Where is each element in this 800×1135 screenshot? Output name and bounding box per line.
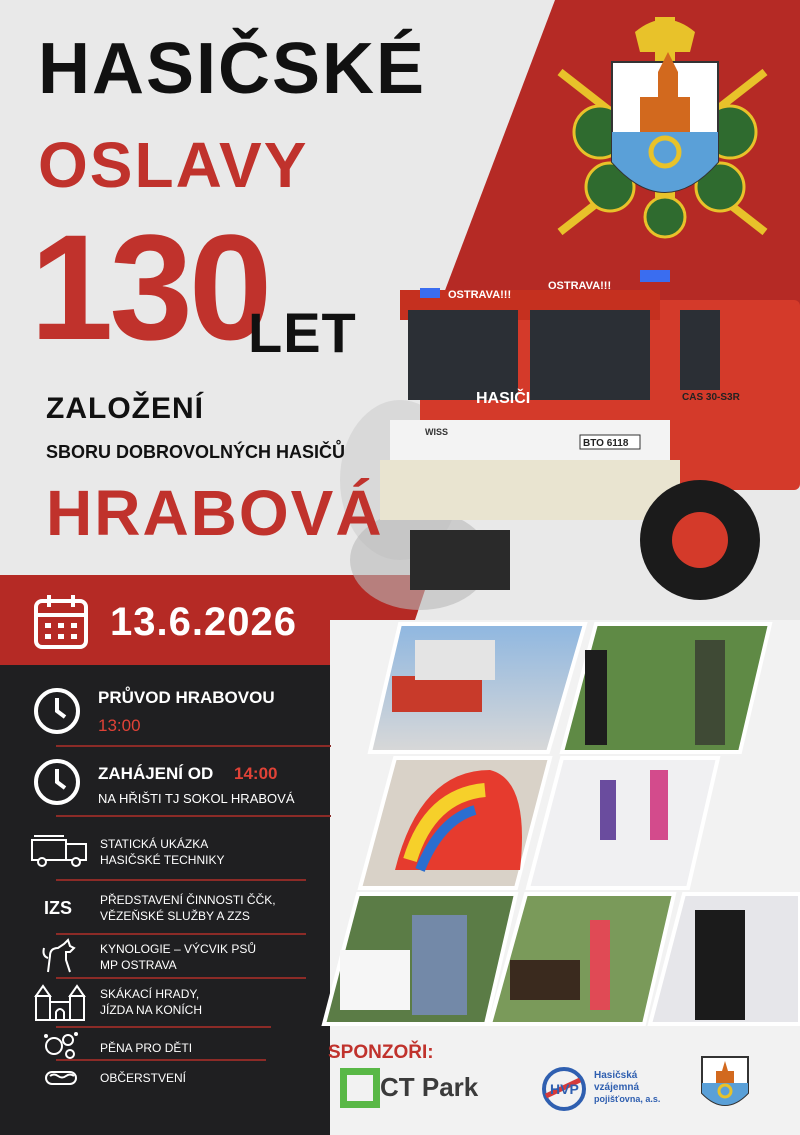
divider	[56, 745, 331, 747]
title-130: 130	[30, 203, 269, 371]
title-zalozeni: ZALOŽENÍ	[46, 392, 204, 425]
izs-icon: IZS	[44, 898, 73, 918]
calendar-icon	[32, 593, 90, 651]
clock-icon	[32, 686, 82, 736]
photo-collage	[300, 620, 800, 1030]
svg-text:HVP: HVP	[550, 1081, 579, 1097]
activity-3-line2: MP OSTRAVA	[100, 958, 177, 972]
activity-4-line2: JÍZDA NA KONÍCH	[100, 1003, 203, 1017]
title-let: LET	[248, 301, 357, 364]
schedule-1-title: PRŮVOD HRABOVOU	[98, 688, 275, 707]
foam-icon	[40, 1030, 80, 1062]
hvp-logo	[540, 1062, 665, 1118]
fire-truck-icon	[30, 832, 90, 868]
event-date: 13.6.2026	[110, 600, 297, 644]
title-hasicske: HASIČSKÉ	[38, 29, 427, 109]
hvp-line2: vzájemná	[594, 1082, 640, 1093]
truck-model: CAS 30-S3R	[682, 392, 740, 403]
castle-icon	[32, 982, 88, 1022]
divider	[56, 1026, 271, 1028]
truck-sign-left: OSTRAVA!!!	[448, 289, 512, 301]
activity-5-line1: PĚNA PRO DĚTI	[100, 1041, 193, 1055]
title-sbor: SBORU DOBROVOLNÝCH HASIČŮ	[46, 442, 346, 462]
activity-6-line1: OBČERSTVENÍ	[100, 1071, 187, 1085]
title-hrabova: HRABOVÁ	[46, 477, 384, 549]
truck-plate: BTO 6118	[583, 438, 629, 449]
divider	[56, 1059, 266, 1061]
activity-1-line2: HASIČSKÉ TECHNIKY	[100, 853, 225, 867]
divider	[56, 879, 306, 881]
activity-2-line1: PŘEDSTAVENÍ ČINNOSTI ČČK,	[100, 893, 276, 907]
truck-brand: WISS	[425, 427, 449, 437]
clock-icon	[32, 757, 82, 807]
dog-icon	[40, 938, 80, 974]
title-oslavy: OSLAVY	[38, 129, 309, 201]
schedule-1-time: 13:00	[98, 716, 141, 735]
truck-sign-right: OSTRAVA!!!	[548, 280, 612, 292]
activity-4-line1: SKÁKACÍ HRADY,	[100, 987, 200, 1001]
hrabova-coat-of-arms	[700, 1055, 750, 1115]
divider	[56, 815, 331, 817]
photo-pony-ride	[490, 894, 674, 1024]
photo-foam-party	[528, 758, 718, 888]
sponsors-heading: SPONZOŘI:	[328, 1042, 434, 1063]
activity-1-line1: STATICKÁ UKÁZKA	[100, 837, 209, 851]
ct-park-square-icon	[340, 1068, 380, 1108]
activity-3-line1: KYNOLOGIE – VÝCVIK PSŮ	[100, 942, 257, 956]
ct-park-label: CT Park	[380, 1072, 479, 1102]
activity-2-line2: VĚZEŇSKÉ SLUŽBY A ZZS	[100, 909, 250, 923]
hotdog-icon	[44, 1066, 78, 1088]
truck-hasici-label: HASIČI	[476, 390, 531, 407]
fire-brigade-emblem	[540, 12, 790, 252]
hvp-line3: pojišťovna, a.s.	[594, 1094, 661, 1104]
divider	[56, 977, 306, 979]
ct-park-logo	[340, 1068, 485, 1108]
schedule-2-title: ZAHÁJENÍ OD	[98, 764, 214, 783]
schedule-2-time: 14:00	[234, 764, 278, 783]
schedule-2-subtitle: NA HŘIŠTI TJ SOKOL HRABOVÁ	[98, 791, 295, 806]
divider	[56, 933, 306, 935]
hvp-line1: Hasičská	[594, 1070, 638, 1081]
hvp-emblem-icon	[540, 1066, 590, 1112]
